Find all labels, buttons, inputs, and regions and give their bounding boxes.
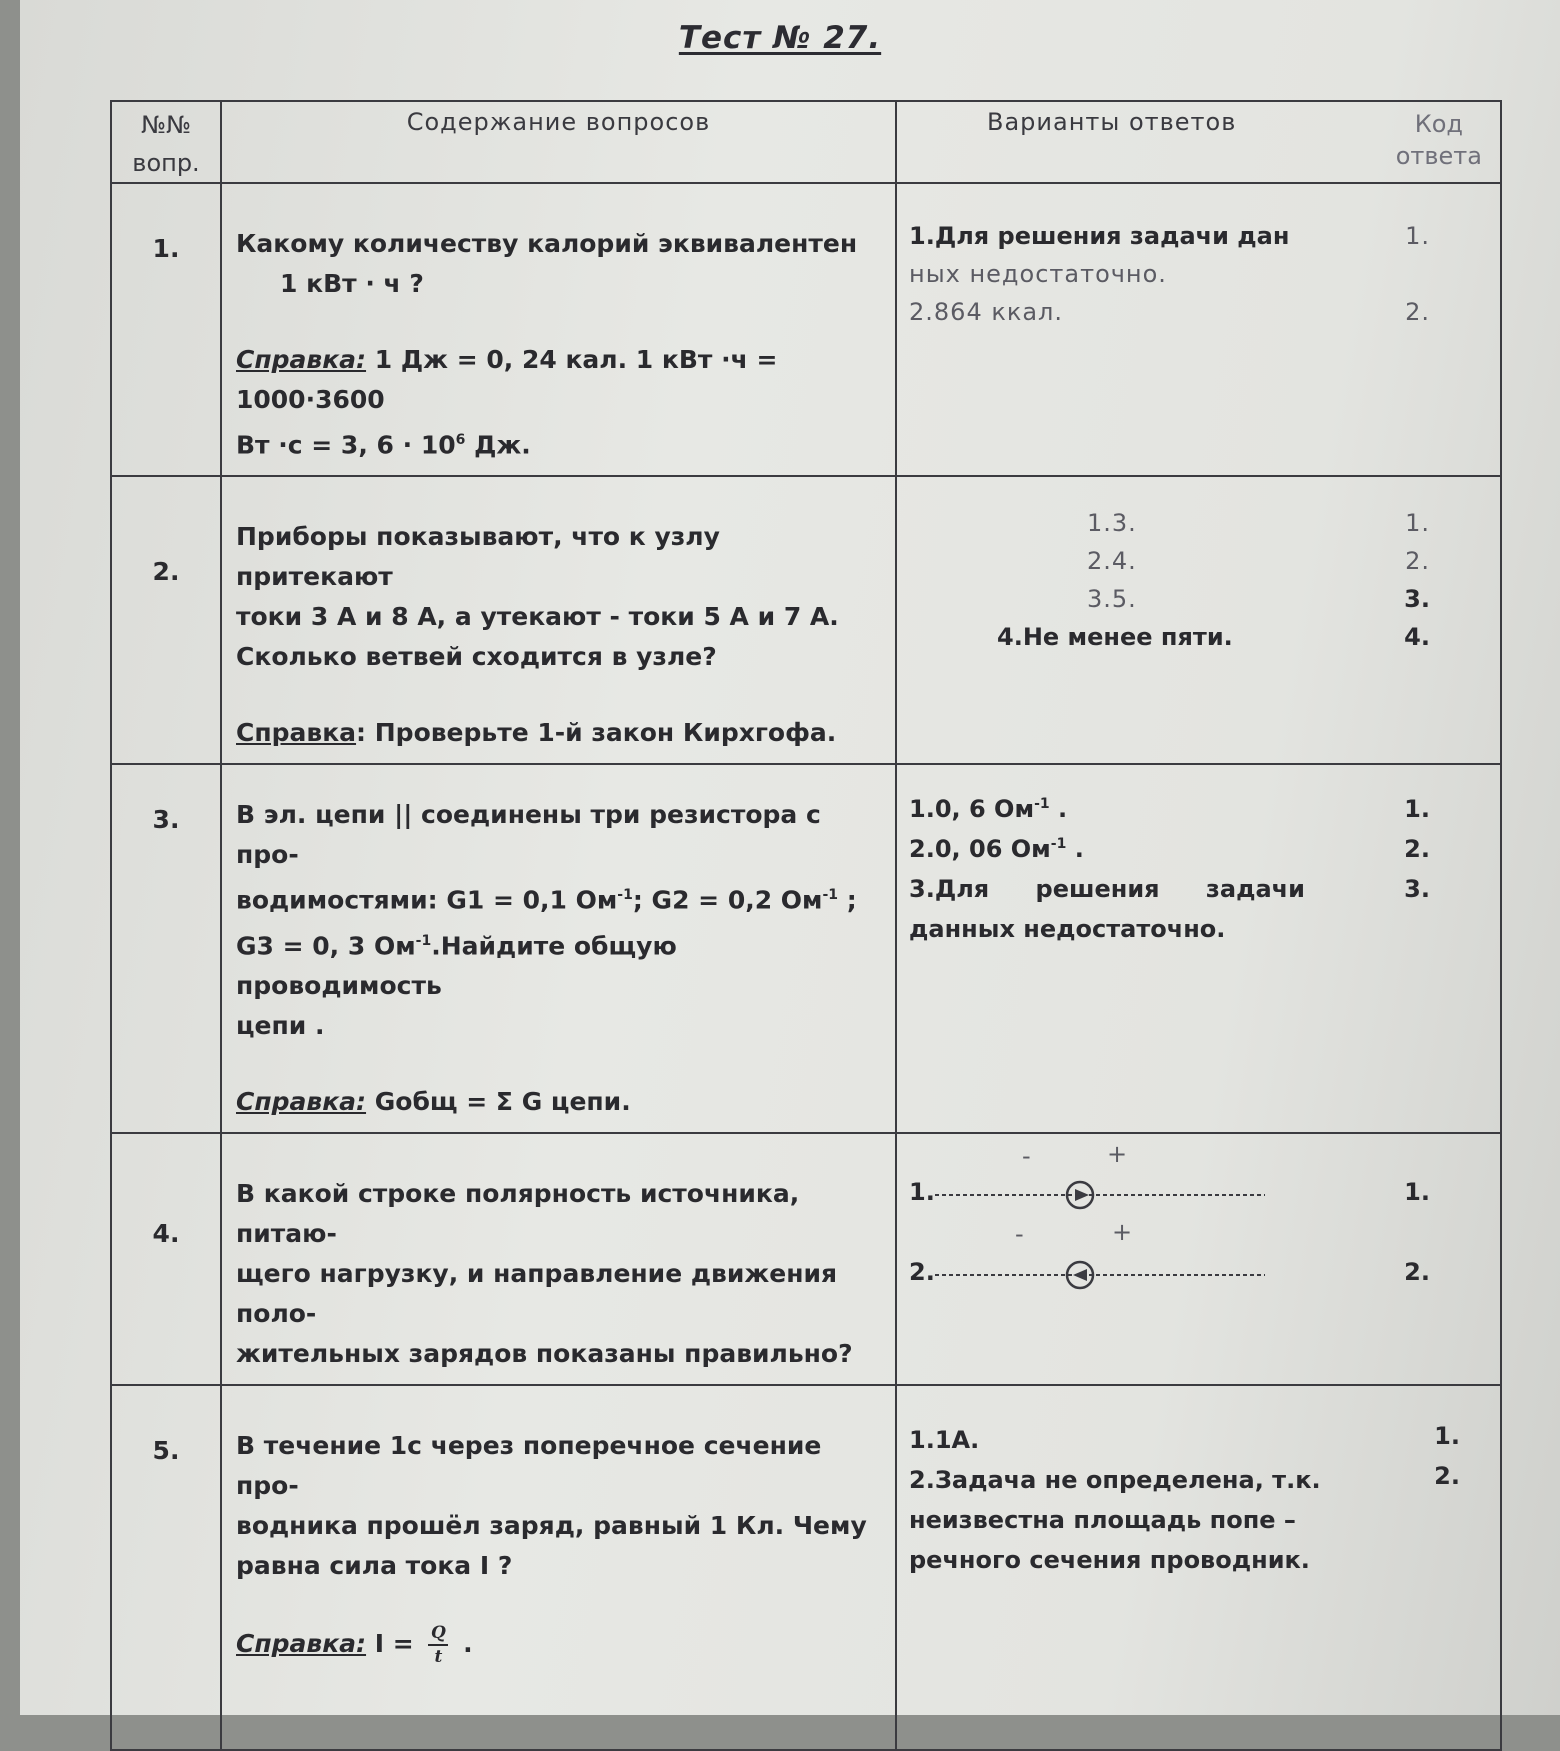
answer-option: 1.0, 6 $Ом^{-1}$ . (909, 795, 1068, 824)
question-text: В течение 1с через поперечное сечение про- водника прошёл заряд, равный 1 Кл. Чему равна сила тока I ? Справка: I = $\frac{Q}{t}$ . (221, 1385, 896, 1750)
answer-code: 1. (1434, 1421, 1460, 1450)
answer-code: 3. (1404, 585, 1430, 614)
answer-option: 2.864 ккал. (909, 298, 1064, 326)
question-number: 3. (111, 764, 221, 1133)
header-answers (896, 101, 1501, 183)
answer-options (896, 1385, 1501, 1750)
table-row (111, 1133, 1501, 1385)
header-row (111, 101, 1501, 183)
answer-option: 3.5. (1087, 585, 1137, 614)
answer-code: 1. (1404, 795, 1430, 824)
answer-code: 2. (1405, 298, 1430, 326)
answer-options (896, 183, 1501, 476)
answer-option: 1.1А. (909, 1425, 980, 1454)
question-text: Какому количеству калорий эквивалентен 1 кВт · ч ? Справка: 1 Дж = 0, 24 кал. 1 кВт ·ч = 1000·3600 Вт ·с = 3, $6 \cdot 10^6$ Дж. (221, 183, 896, 476)
answer-options (896, 1133, 1501, 1385)
answer-option: данных недостаточно. (909, 915, 1226, 944)
answer-option: 4.Не менее пяти. (997, 623, 1233, 652)
answer-option: 1.3. (1087, 509, 1137, 538)
answer-option: речного сечения проводник. (909, 1545, 1310, 1574)
question-number: 1. (111, 183, 221, 476)
answer-option: 1. (909, 1177, 935, 1206)
circuit-line-2 (935, 1260, 1265, 1290)
header-question: Содержание вопросов (221, 101, 896, 183)
table-row (111, 183, 1501, 476)
answer-code: 2. (1405, 547, 1430, 576)
question-text: В какой строке полярность источника, питаю- щего нагрузку, и направление движения поло- жительных зарядов показаны правильно? (221, 1133, 896, 1385)
page-title: Тест № 27. (678, 20, 882, 56)
circuit-line-1 (935, 1180, 1265, 1210)
test-table (110, 100, 1502, 1751)
question-number: 4. (111, 1133, 221, 1385)
answer-code: 1. (1404, 1177, 1430, 1206)
minus-sign: - (1022, 1141, 1032, 1170)
header-answers-label: Варианты ответов (987, 108, 1237, 136)
answer-option: 2.0, 06 $Ом^{-1}$ . (909, 835, 1084, 864)
answer-options (896, 764, 1501, 1133)
answer-option: 3.Для решения задачи (909, 875, 1305, 904)
question-text: В эл. цепи || соединены три резистора с про- водимостями: G1 = 0,1 $Ом^{-1}$; G2 = 0,2 $Ом^{-1}$ ; G3 = 0, 3 $Ом^{-1}.Найдите$ общую проводимость цепи . Справка: Gобщ = Σ G цепи. (221, 764, 896, 1133)
answer-option: ных недостаточно. (909, 260, 1167, 288)
question-text: Приборы показывают, что к узлу притекают токи 3 А и 8 А, а утекают - токи 5 А и 7 А. Сколько ветвей сходится в узле? Справка: Проверьте 1-й закон Кирхгофа. (221, 476, 896, 764)
plus-sign: + (1107, 1139, 1129, 1168)
header-num: №№ вопр. (111, 101, 221, 183)
answer-option: 1.Для решения задачи дан (909, 222, 1290, 250)
answer-option: 2.Задача не определена, т.к. (909, 1465, 1321, 1494)
answer-code: 3. (1404, 875, 1430, 904)
answer-code: 1. (1405, 509, 1430, 538)
answer-code: 2. (1404, 1257, 1430, 1286)
answer-code: 2. (1434, 1461, 1460, 1490)
answer-options (896, 476, 1501, 764)
header-code: Код ответа (1395, 110, 1482, 170)
answer-code: 1. (1405, 222, 1430, 250)
table-row (111, 764, 1501, 1133)
answer-code: 2. (1404, 835, 1430, 864)
answer-code: 4. (1404, 623, 1430, 652)
table-row (111, 476, 1501, 764)
answer-option: 2. (909, 1257, 935, 1286)
fraction-formula: $\frac{Q}{t}$ (428, 1622, 448, 1668)
answer-option: 2.4. (1087, 547, 1137, 576)
minus-sign: - (1015, 1219, 1025, 1248)
plus-sign: + (1112, 1217, 1134, 1246)
table-row (111, 1385, 1501, 1750)
answer-option: неизвестна площадь попе – (909, 1505, 1296, 1534)
question-number: 2. (111, 476, 221, 764)
question-number: 5. (111, 1385, 221, 1750)
